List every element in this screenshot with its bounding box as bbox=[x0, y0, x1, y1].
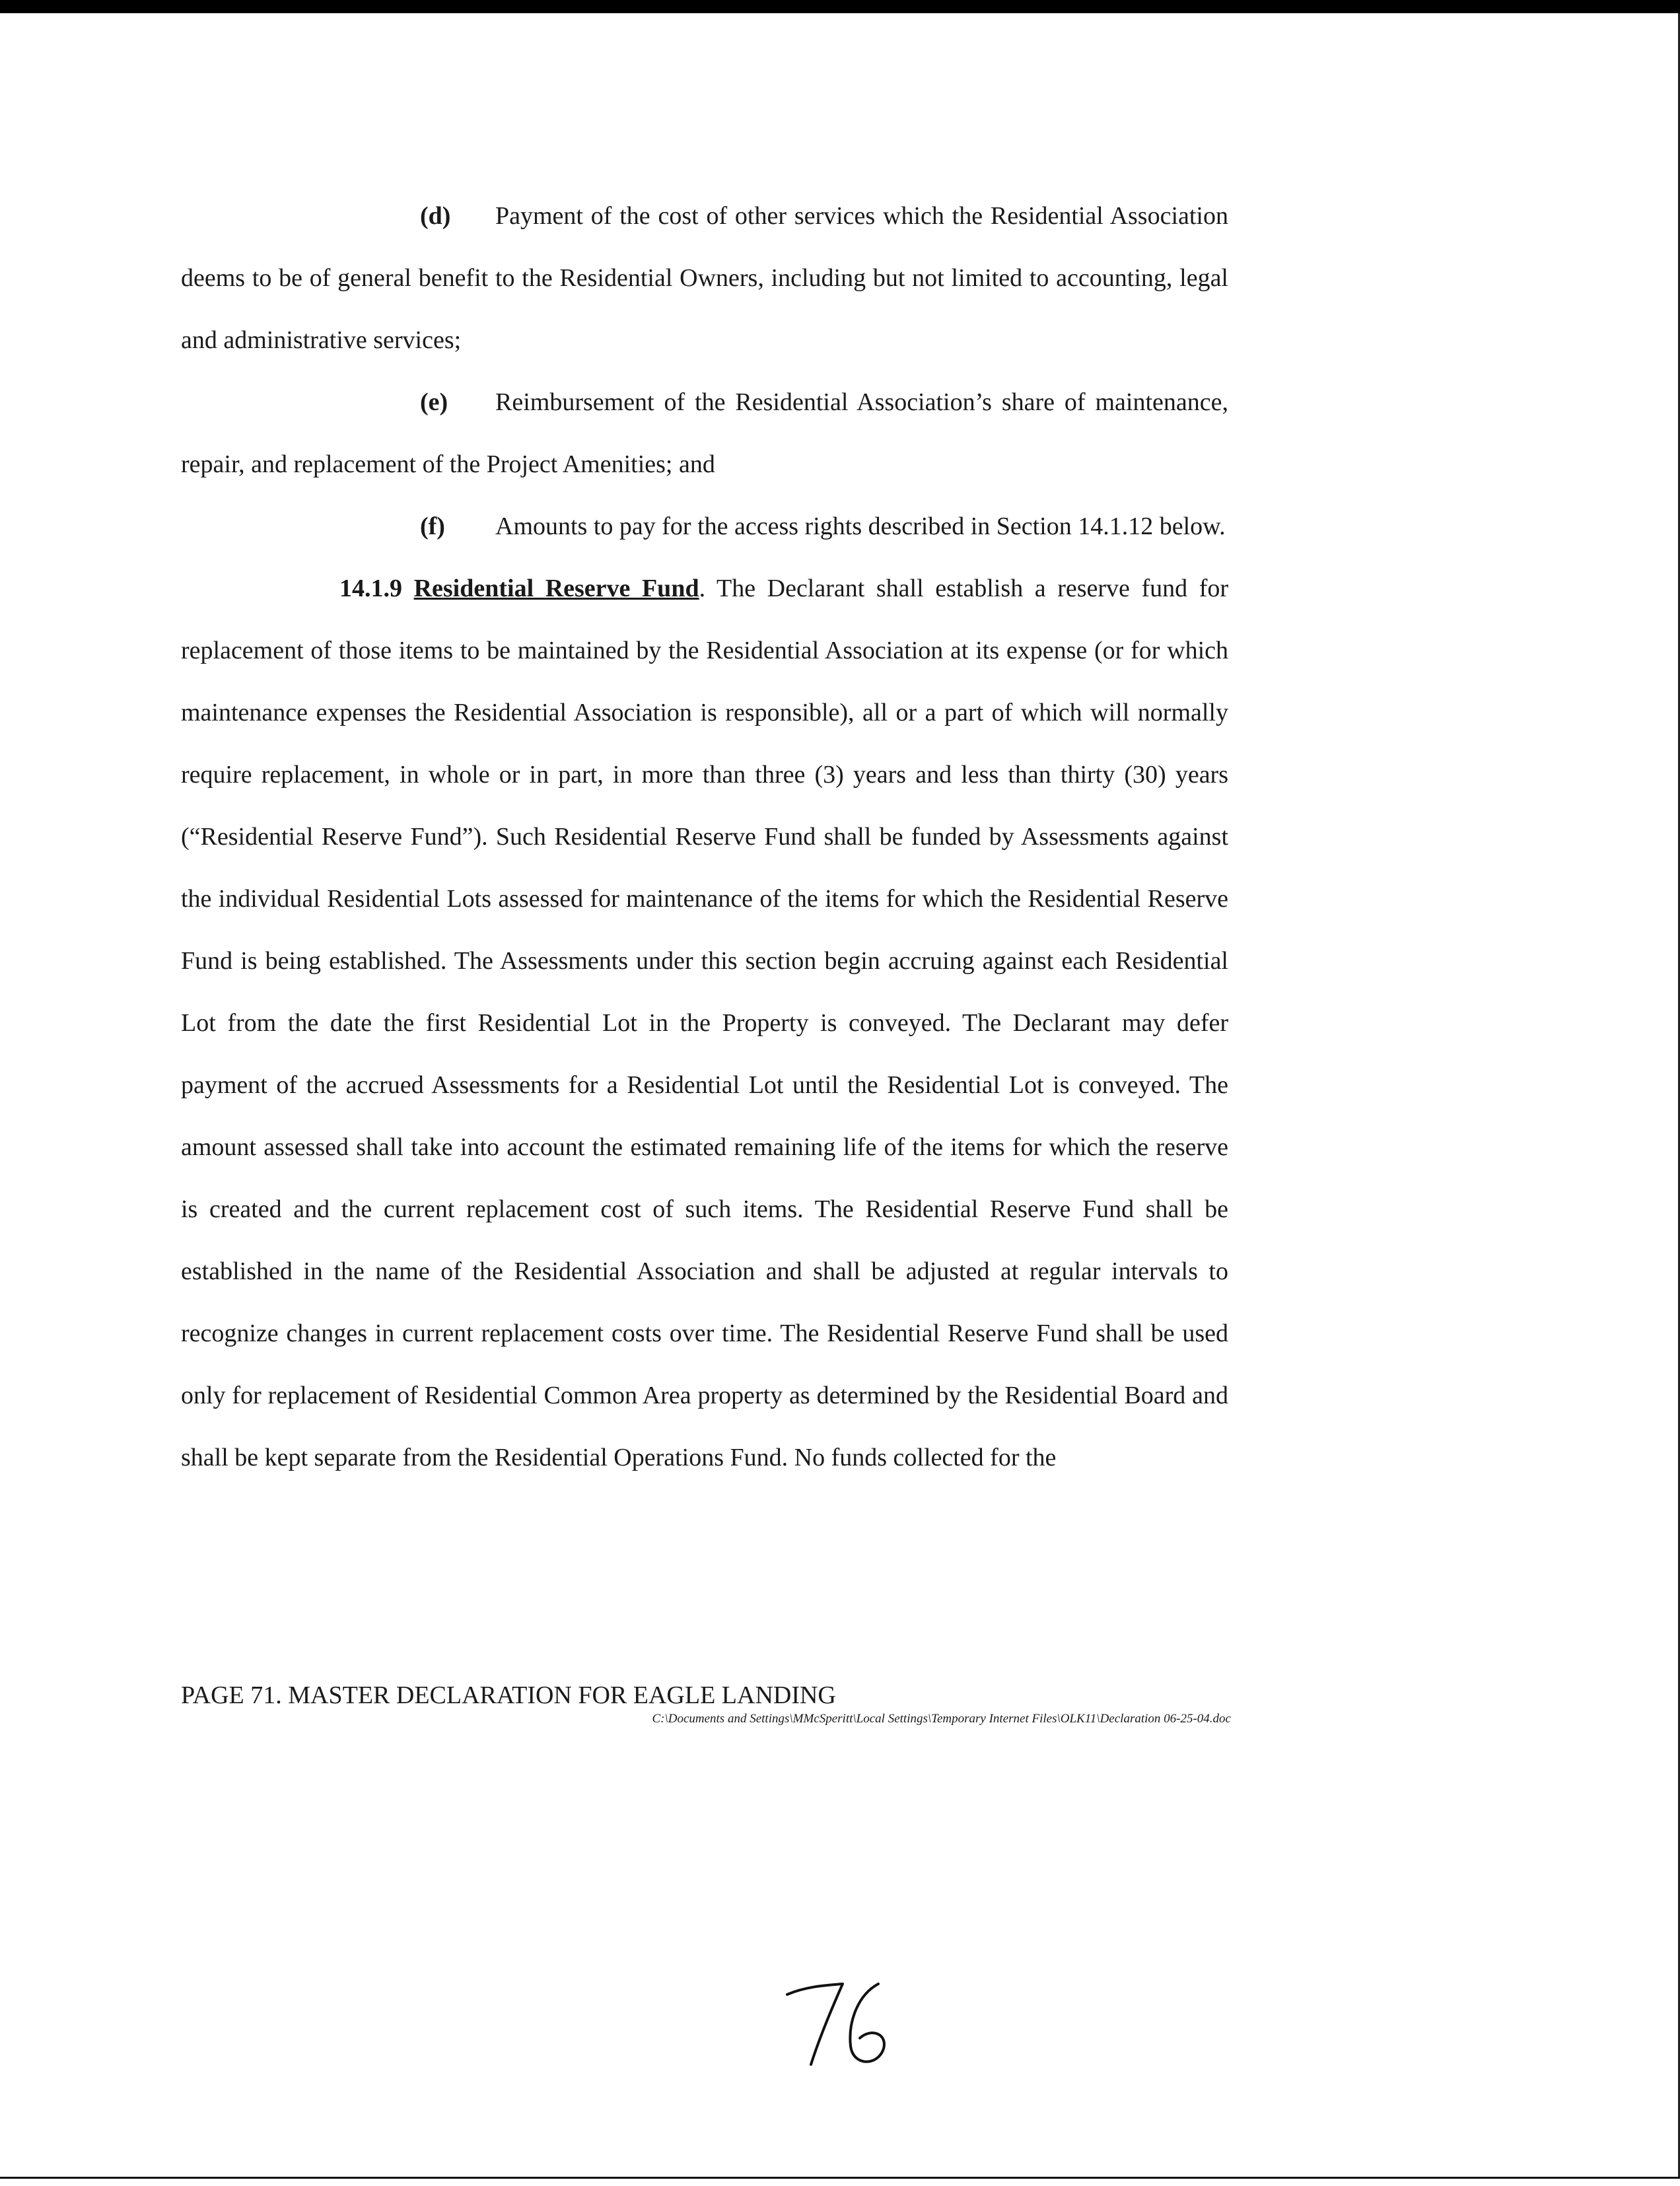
section-14-1-9 bbox=[181, 557, 1228, 1489]
section-title-punct: . bbox=[699, 575, 706, 602]
paragraph-text: Payment of the cost of other services which the Residential Association deems to be of general benefit to the Residential Owners, including but not limited to accounting, legal and administrative services; bbox=[181, 202, 1228, 354]
handwritten-page-number bbox=[779, 1975, 898, 2074]
footer-page-title: PAGE 71. MASTER DECLARATION FOR EAGLE LANDING bbox=[181, 1681, 836, 1709]
scan-bottom-edge bbox=[0, 2177, 1680, 2179]
paragraph-label: (e) bbox=[420, 388, 448, 416]
paragraph-text: Amounts to pay for the access rights described in Section 14.1.12 below. bbox=[495, 512, 1226, 540]
page-footer bbox=[181, 1680, 1231, 1728]
paragraph-text: Reimbursement of the Residential Association’s share of maintenance, repair, and replacement of the Project Amenities; and bbox=[181, 388, 1228, 478]
paragraph-d bbox=[181, 185, 1228, 371]
section-body: The Declarant shall establish a reserve fund for replacement of those items to be maintained by the Residential Association at its expense (or for which maintenance expenses the Residential Association is responsible), all or a part of which will normally require replacement, in whole or in part, in more than three (3) years and less than thirty (30) years (“Residential Reserve Fund”). Such Residential Reserve Fund shall be funded by Assessments against the individual Residential Lots assessed for maintenance of the items for which the Residential Reserve Fund is being established. The Assessments under this section begin accruing against each Residential Lot from the date the first Residential Lot in the Property is conveyed. The Declarant may defer payment of the accrued Assessments for a Residential Lot until the Residential Lot is conveyed. The amount assessed shall take into account the estimated remaining life of the items for which the reserve is created and the current replacement cost of such items. The Residential Reserve Fund shall be established in the name of the Residential Association and shall be adjusted at regular intervals to recognize changes in current replacement costs over time. The Residential Reserve Fund shall be used only for replacement of Residential Common Area property as determined by the Residential Board and shall be kept separate from the Residential Operations Fund. No funds collected for the bbox=[181, 575, 1229, 1471]
document-body bbox=[181, 185, 1228, 1489]
scan-top-edge bbox=[0, 0, 1680, 13]
paragraph-e bbox=[181, 371, 1228, 495]
section-title: Residential Reserve Fund bbox=[413, 575, 699, 602]
paragraph-label: (f) bbox=[420, 512, 445, 540]
footer-file-path: C:\Documents and Settings\MMcSperitt\Local Settings\Temporary Internet Files\OLK11\Declaration 06-25-04.doc bbox=[652, 1712, 1231, 1726]
paragraph-label: (d) bbox=[420, 202, 451, 230]
paragraph-f bbox=[181, 495, 1228, 557]
section-number: 14.1.9 bbox=[339, 575, 402, 602]
